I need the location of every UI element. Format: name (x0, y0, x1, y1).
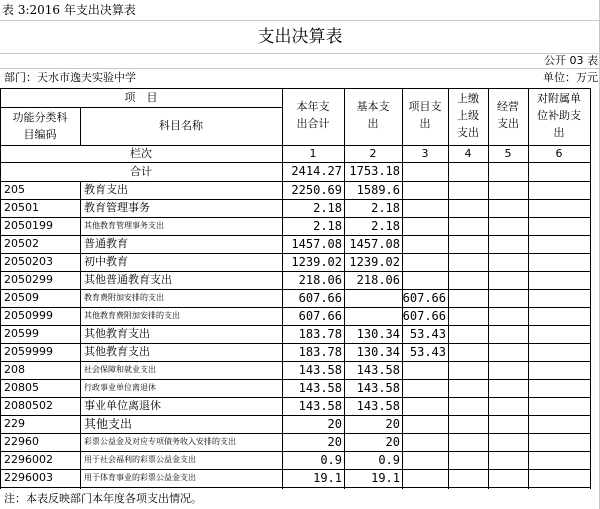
unit-label: 单位：万元 (543, 71, 598, 84)
row-project: 53.43 (409, 345, 446, 359)
table-rule (0, 181, 590, 182)
total-row-total: 2414.27 (291, 164, 342, 178)
table-rule (0, 307, 590, 308)
row-project (402, 271, 446, 289)
table-rule (0, 451, 590, 452)
row-basic: 130.34 (356, 327, 400, 341)
row-code: 2050203 (4, 255, 53, 268)
row-code: 2080502 (4, 399, 53, 412)
header-upper-line: 上缴 (457, 92, 479, 105)
header-business-line: 经营 (497, 100, 519, 113)
table-rule (344, 88, 345, 489)
row-code: 20509 (4, 291, 39, 304)
row-total: 2250.69 (291, 183, 342, 197)
row-basic: 1239.02 (349, 255, 400, 269)
row-basic: 143.58 (356, 381, 400, 395)
header-total-line: 本年支 (296, 100, 330, 113)
header-upper-line: 支出 (457, 126, 479, 139)
row-code: 2050299 (4, 273, 53, 286)
table-rule (282, 88, 283, 489)
column-index-label: 栏次 (130, 147, 152, 160)
table-rule (0, 199, 590, 200)
row-code: 2059999 (4, 345, 53, 358)
table-rule (0, 379, 590, 380)
row-code: 20805 (4, 381, 39, 394)
row-total: 143.58 (298, 399, 342, 413)
grid-line (0, 20, 600, 21)
row-code: 2296003 (4, 471, 53, 484)
header-business (488, 89, 528, 145)
row-basic (344, 307, 400, 325)
header-total-line: 出合计 (296, 117, 330, 130)
row-project (402, 397, 446, 415)
table-rule (80, 107, 81, 145)
row-name: 初中教育 (84, 255, 128, 268)
header-business-line: 支出 (497, 117, 519, 130)
table-rule (0, 433, 590, 434)
table-rule (402, 88, 403, 489)
table-rule (0, 361, 590, 362)
row-name: 教育管理事务 (84, 201, 150, 214)
header-project-exp-line: 项目支 (408, 100, 442, 113)
row-total: 20 (327, 417, 342, 431)
row-code: 20599 (4, 327, 39, 340)
header-code (0, 107, 80, 145)
table-rule (448, 88, 449, 489)
row-name: 教育支出 (84, 183, 128, 196)
row-basic: 0.9 (378, 453, 400, 467)
table-rule (0, 88, 1, 489)
header-project: 项 目 (124, 91, 158, 104)
table-rule (590, 88, 591, 489)
column-index: 4 (464, 147, 472, 160)
page-title: 支出决算表 (257, 27, 343, 47)
table-rule (528, 88, 529, 489)
row-total: 143.58 (298, 363, 342, 377)
row-total: 607.66 (298, 291, 342, 305)
row-name: 普通教育 (84, 237, 128, 250)
table-rule (0, 415, 590, 416)
row-code: 2296002 (4, 453, 53, 466)
table-rule (0, 235, 590, 236)
row-basic: 1457.08 (349, 237, 400, 251)
row-project (402, 415, 446, 433)
row-total: 607.66 (298, 309, 342, 323)
total-row-basic: 1753.18 (349, 164, 400, 178)
row-total: 183.78 (298, 327, 342, 341)
row-total: 2.18 (313, 201, 342, 215)
header-upper (448, 89, 488, 145)
row-code: 20501 (4, 201, 39, 214)
row-project (402, 253, 446, 271)
row-name: 用于体育事业的彩票公益金支出 (84, 473, 196, 482)
row-name: 用于社会福利的彩票公益金支出 (84, 455, 196, 464)
header-code-line: 目编码 (23, 128, 57, 141)
row-project (402, 217, 446, 235)
header-subsidy (528, 89, 590, 145)
header-basic-line: 基本支 (356, 100, 390, 113)
row-project (402, 235, 446, 253)
header-subsidy-line: 位补助支 (537, 109, 581, 122)
table-rule (0, 469, 590, 470)
row-project (402, 361, 446, 379)
row-basic: 143.58 (356, 399, 400, 413)
department-label: 部门：天水市逸夫实验中学 (4, 71, 136, 84)
table-rule (0, 343, 590, 344)
table-rule (0, 217, 590, 218)
sheet-title: 表 3:2016 年支出决算表 (2, 3, 136, 17)
row-basic: 2.18 (371, 201, 400, 215)
form-code: 公开 03 表 (544, 54, 598, 67)
row-total: 183.78 (298, 345, 342, 359)
column-index: 2 (369, 147, 377, 160)
header-project-exp (402, 89, 448, 145)
row-name: 社会保障和就业支出 (84, 365, 156, 374)
row-project: 607.66 (402, 291, 446, 305)
row-project (402, 181, 446, 199)
table-rule (80, 181, 81, 489)
row-name: 教育费附加安排的支出 (84, 293, 164, 302)
row-basic: 218.06 (356, 273, 400, 287)
row-name: 其他普通教育支出 (84, 273, 172, 286)
total-row-label: 合计 (130, 165, 152, 178)
table-rule (488, 88, 489, 489)
grid-line (0, 53, 600, 54)
column-index: 5 (504, 147, 512, 160)
row-name: 彩票公益金及对应专项债务收入安排的支出 (84, 437, 236, 446)
row-project (402, 451, 446, 469)
row-total: 1239.02 (291, 255, 342, 269)
table-rule (0, 253, 590, 254)
row-total: 143.58 (298, 381, 342, 395)
row-total: 19.1 (313, 471, 342, 485)
row-project: 607.66 (402, 309, 446, 323)
row-name: 其他教育支出 (84, 327, 150, 340)
row-basic: 20 (385, 417, 400, 431)
header-basic (344, 89, 402, 145)
row-project (402, 379, 446, 397)
table-rule (0, 325, 590, 326)
row-code: 208 (4, 363, 25, 376)
column-index: 6 (555, 147, 563, 160)
header-basic-line: 出 (367, 117, 379, 130)
table-rule (0, 397, 590, 398)
row-basic: 143.58 (356, 363, 400, 377)
table-rule (0, 88, 590, 89)
grid-line (0, 68, 600, 69)
row-basic: 130.34 (356, 345, 400, 359)
row-basic (344, 289, 400, 307)
row-name: 其他教育支出 (84, 345, 150, 358)
header-code-line: 功能分类科 (12, 111, 68, 124)
header-total (282, 89, 344, 145)
row-name: 其他教育管理事务支出 (84, 221, 164, 230)
row-name: 行政事业单位离退休 (84, 383, 156, 392)
row-code: 2050199 (4, 219, 53, 232)
row-code: 22960 (4, 435, 39, 448)
row-basic: 1589.6 (356, 183, 400, 197)
row-code: 20502 (4, 237, 39, 250)
row-code: 229 (4, 417, 25, 430)
row-total: 218.06 (298, 273, 342, 287)
column-index: 1 (309, 147, 317, 160)
row-basic: 2.18 (371, 219, 400, 233)
header-subsidy-line: 对附属单 (537, 92, 581, 105)
column-index: 3 (421, 147, 429, 160)
header-project-exp-line: 出 (419, 117, 431, 130)
row-total: 1457.08 (291, 237, 342, 251)
table-rule (0, 271, 590, 272)
row-project (402, 469, 446, 487)
row-basic: 20 (385, 435, 400, 449)
row-code: 205 (4, 183, 25, 196)
header-name: 科目名称 (159, 119, 203, 132)
row-project (402, 433, 446, 451)
row-total: 0.9 (320, 453, 342, 467)
table-rule (0, 162, 590, 163)
header-subsidy-line: 出 (553, 126, 565, 139)
row-total: 2.18 (313, 219, 342, 233)
row-project: 53.43 (409, 327, 446, 341)
row-total: 20 (327, 435, 342, 449)
row-name: 其他教育费附加安排的支出 (84, 311, 180, 320)
row-code: 2050999 (4, 309, 53, 322)
table-rule (0, 289, 590, 290)
row-name: 事业单位离退休 (84, 399, 161, 412)
header-upper-line: 上级 (457, 109, 479, 122)
table-rule (0, 487, 590, 488)
table-note: 注：本表反映部门本年度各项支出情况。 (4, 492, 202, 505)
row-project (402, 199, 446, 217)
row-name: 其他支出 (84, 417, 133, 431)
table-rule (0, 107, 282, 108)
table-rule (0, 145, 590, 146)
row-basic: 19.1 (371, 471, 400, 485)
